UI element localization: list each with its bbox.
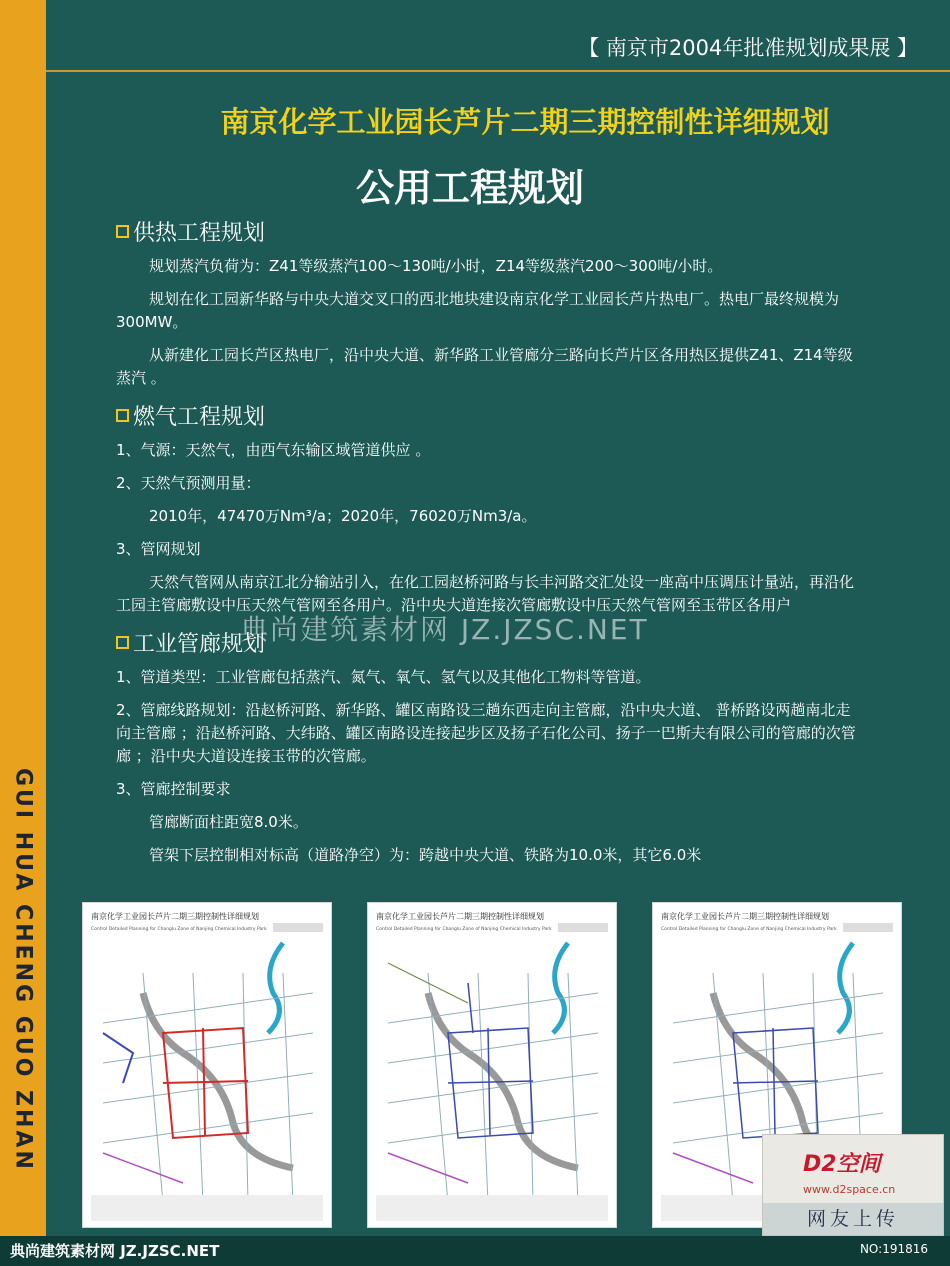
map-thumbnail-gas[interactable] <box>367 902 617 1228</box>
exhibit-label: 【 南京市2004年批准规划成果展 】 <box>578 36 918 60</box>
header-divider <box>46 70 950 72</box>
thumb-title: 南京化学工业园长芦片二期三期控制性详细规划 <box>661 912 829 921</box>
logo-upload-label: 网友上传 <box>763 1203 943 1235</box>
corridor-paragraph-2: 2、管廊线路规划：沿赵桥河路、新华路、罐区南路设三趟东西走向主管廊，沿中央大道、 普桥路设两趟南北走向主管廊 ；沿赵桥河路、大纬路、罐区南路设连接起步区及扬子石化公司、扬子一巴斯夫有限公司的管廊的次管廊 ；沿中央大道设连接玉带的次管廊。 <box>116 701 856 765</box>
thumb-subtitle: Control Detailed Planning for Changlu Zone of Nanjing Chemical Industry Park <box>661 927 837 932</box>
footer-site-name[interactable]: 典尚建筑素材网 JZ.JZSC.NET <box>10 1242 220 1260</box>
section-heat-title: 供热工程规划 <box>133 221 266 246</box>
map-drawing <box>368 903 616 1227</box>
map-thumbnail-heat[interactable] <box>82 902 332 1228</box>
gas-paragraph-2: 2、天然气预测用量： <box>116 474 261 492</box>
sub-title: 公用工程规划 <box>355 165 584 210</box>
thumb-title: 南京化学工业园长芦片二期三期控制性详细规划 <box>91 912 259 921</box>
heat-paragraph-1: 规划蒸汽负荷为：Z41等级蒸汽100～130吨/小时，Z14等级蒸汽200～300吨/小时。 <box>149 257 723 275</box>
square-bullet-icon <box>116 636 129 649</box>
gas-paragraph-3: 2010年，47470万Nm³/a；2020年，76020万Nm3/a。 <box>149 507 537 525</box>
corridor-paragraph-3: 3、管廊控制要求 <box>116 780 231 798</box>
gas-paragraph-5: 天然气管网从南京江北分输站引入，在化工园赵桥河路与长丰河路交汇处设一座高中压调压计量站，再沿化工园主管廊敷设中压天然气管网至各用户。沿中央大道连接次管廊敷设中压天然气管网至玉带区各用户 <box>116 573 855 614</box>
map-drawing <box>83 903 331 1227</box>
square-bullet-icon <box>116 409 129 422</box>
heat-paragraph-3: 从新建化工园长芦区热电厂，沿中央大道、新华路工业管廊分三路向长芦片区各用热区提供Z41、Z14等级蒸汽 。 <box>116 346 853 387</box>
thumb-title: 南京化学工业园长芦片二期三期控制性详细规划 <box>376 912 544 921</box>
corridor-paragraph-1: 1、管道类型：工业管廊包括蒸汽、氮气、氧气、氢气以及其他化工物料等管道。 <box>116 668 651 686</box>
thumb-subtitle: Control Detailed Planning for Changlu Zone of Nanjing Chemical Industry Park <box>91 927 267 932</box>
logo-url: www.d2space.cn <box>803 1183 896 1196</box>
thumb-subtitle: Control Detailed Planning for Changlu Zone of Nanjing Chemical Industry Park <box>376 927 552 932</box>
heat-paragraph-2: 规划在化工园新华路与中央大道交叉口的西北地块建设南京化学工业园长芦片热电厂。热电厂最终规模为300MW。 <box>116 290 840 331</box>
gas-paragraph-4: 3、管网规划 <box>116 540 201 558</box>
main-title: 南京化学工业园长芦片二期三期控制性详细规划 <box>220 105 830 139</box>
d2space-logo <box>762 1134 944 1236</box>
footer-number: NO:191816 <box>859 1242 928 1256</box>
section-corridor-title: 工业管廊规划 <box>133 632 266 657</box>
corridor-paragraph-5: 管架下层控制相对标高（道路净空）为：跨越中央大道、铁路为10.0米，其它6.0米 <box>149 846 702 864</box>
gas-paragraph-1: 1、气源：天然气，由西气东输区域管道供应 。 <box>116 441 431 459</box>
side-vertical-text: GUI HUA CHENG GUO ZHAN <box>10 768 36 1172</box>
watermark-text: 典尚建筑素材网 JZ.JZSC.NET <box>240 613 649 646</box>
square-bullet-icon <box>116 225 129 238</box>
content-body <box>116 216 856 877</box>
corridor-paragraph-4: 管廊断面柱距宽8.0米。 <box>149 813 308 831</box>
logo-brand: D2空间 <box>803 1152 881 1177</box>
section-gas-heading <box>116 400 856 431</box>
section-heat-heading <box>116 216 856 247</box>
section-gas-title: 燃气工程规划 <box>133 405 266 430</box>
